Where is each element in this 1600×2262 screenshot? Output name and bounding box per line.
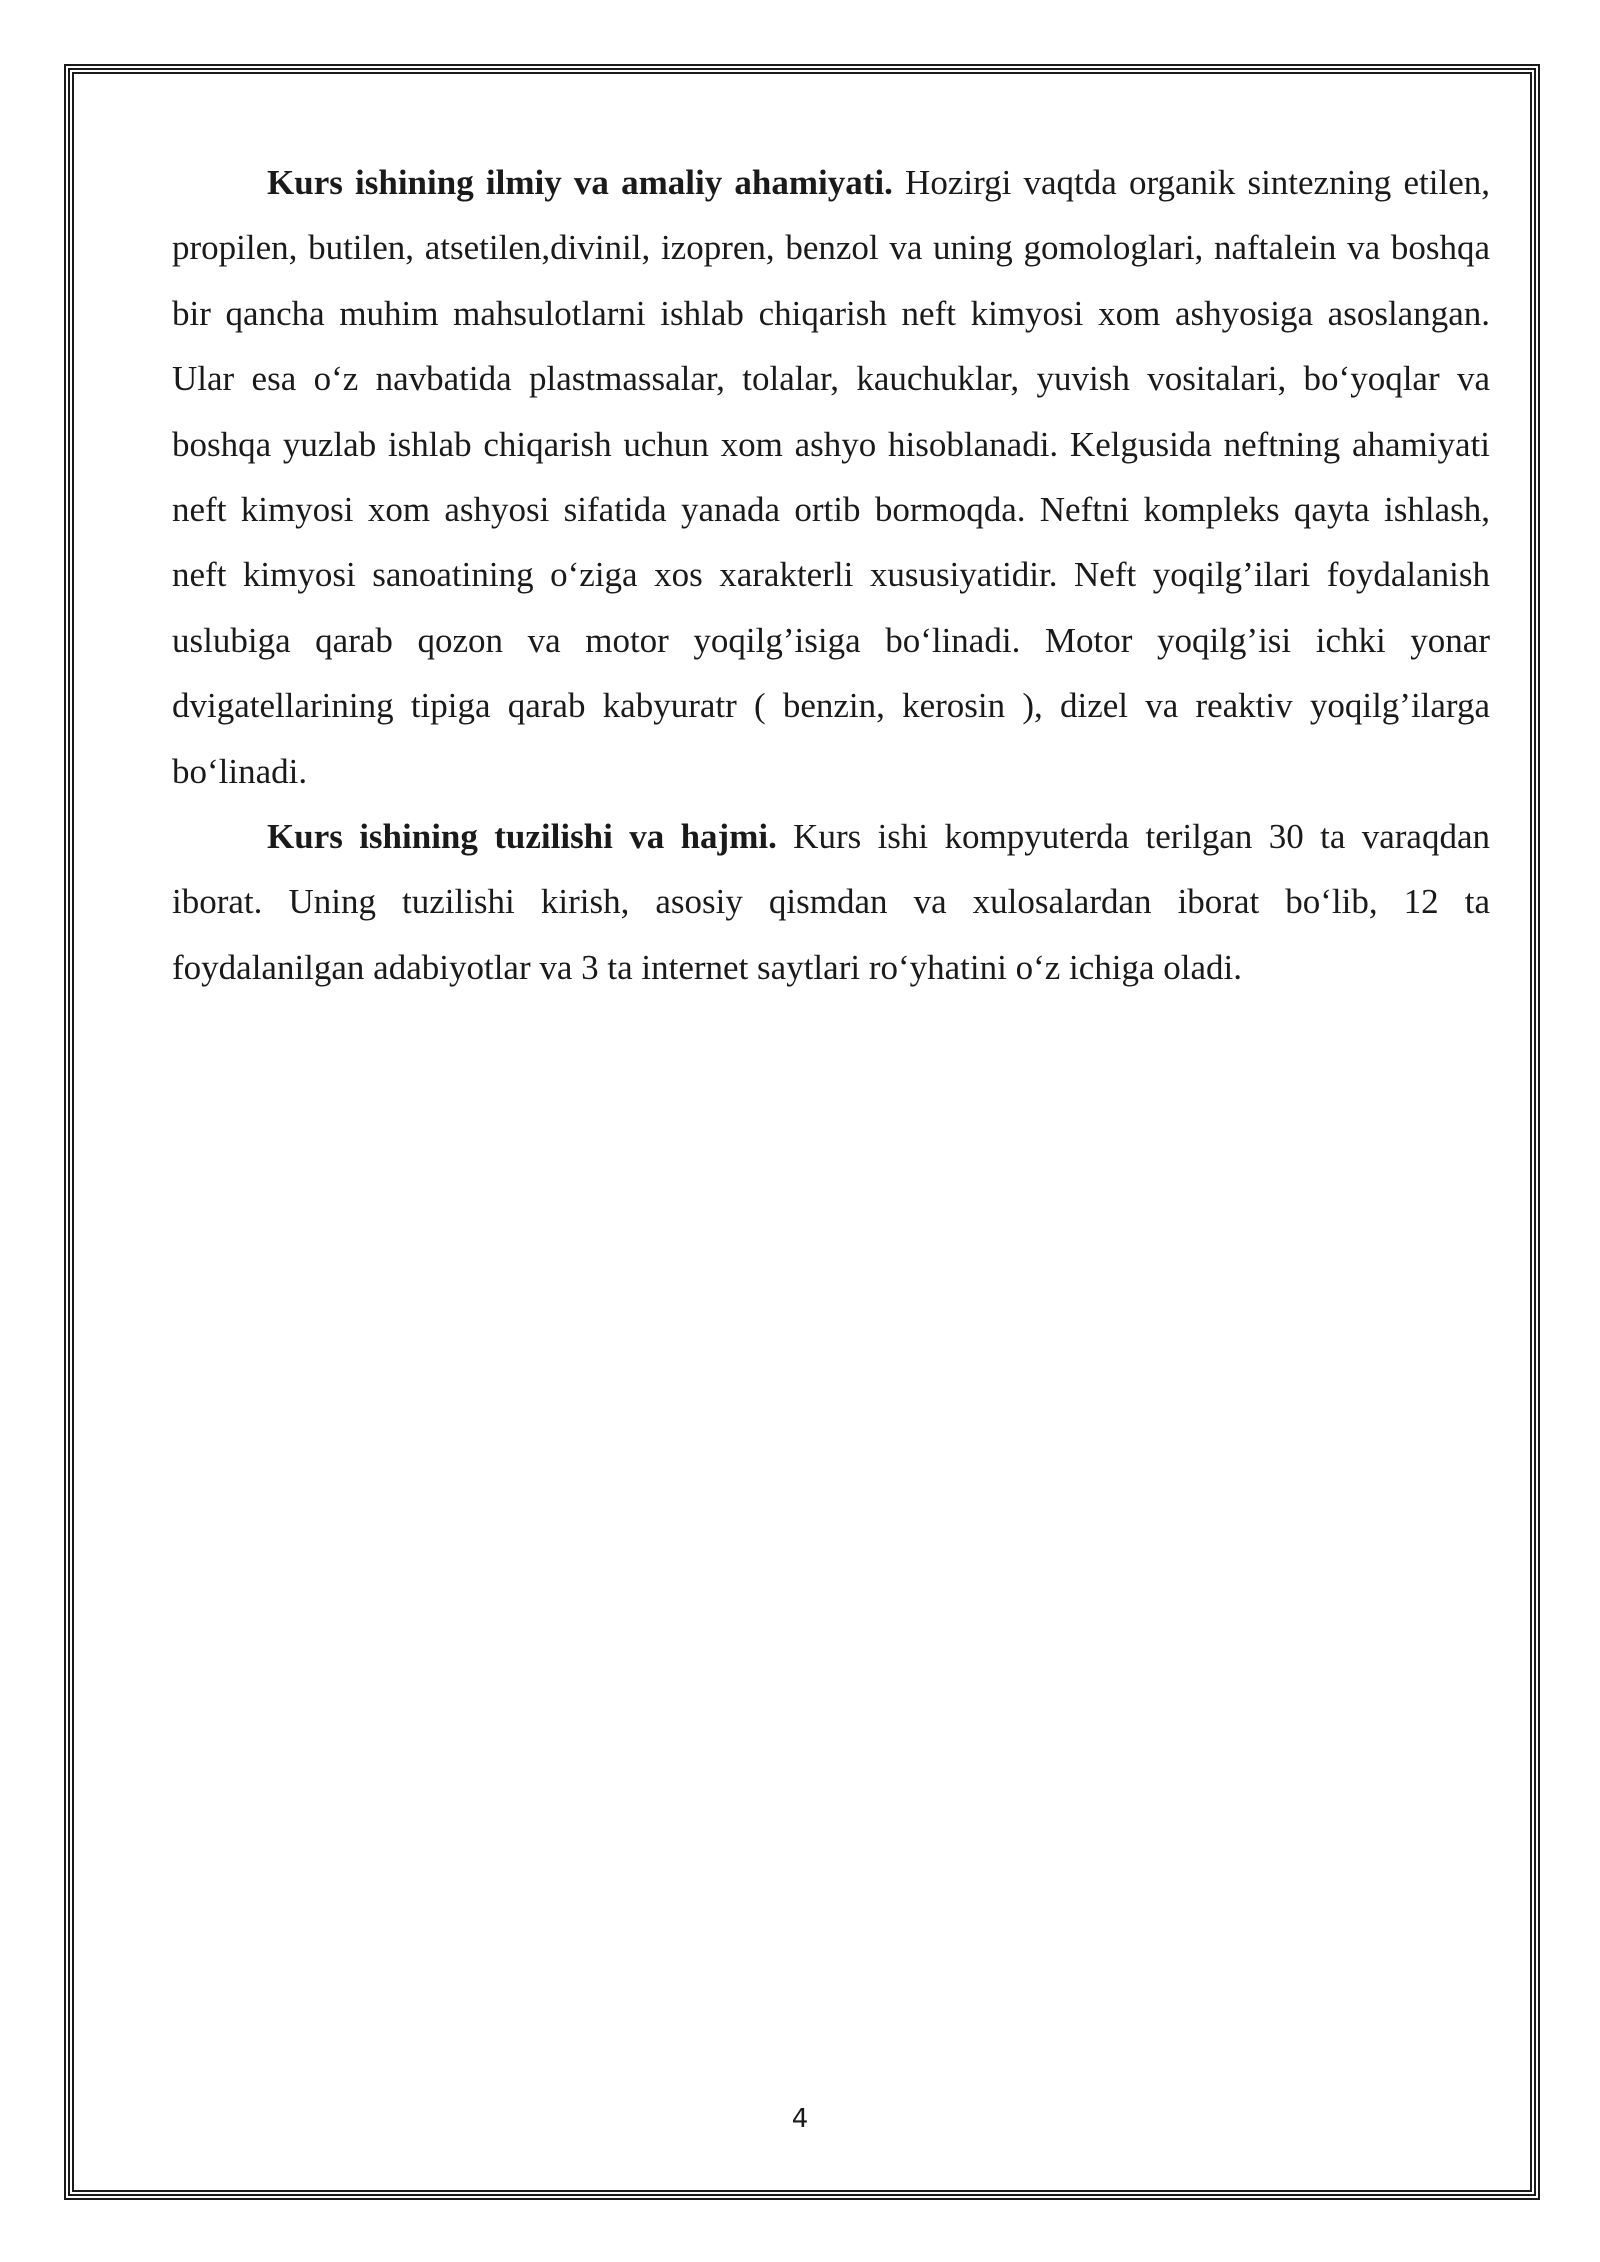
page-number: 4 [791,2104,809,2134]
paragraph-heading-structure: Kurs ishining tuzilishi va hajmi. [267,817,777,857]
paragraph-significance [172,150,1490,804]
document-body [172,150,1490,1000]
paragraph-text-significance: Hozirgi vaqtda organik sintezning etilen, propilen, butilen, atsetilen,divinil, izopren, benzol va uning gomologlari, naftalein va boshqa bir qancha muhim mahsulotlarni ishlab chiqarish neft kimyosi xom ashyosiga asoslangan. Ular esa o‘z navbatida plastmassalar, tolalar, kauchuklar, yuvish vositalari, bo‘yoqlar va boshqa yuzlab ishlab chiqarish uchun xom ashyo hisoblanadi. Kelgusida neftning ahamiyati neft kimyosi xom ashyosi sifatida yanada ortib bormoqda. Neftni kompleks qayta ishlash, neft kimyosi sanoatining o‘ziga xos xarakterli xususiyatidir. Neft yoqilg’ilari foydalanish uslubiga qarab qozon va motor yoqilg’isiga bo‘linadi. Motor yoqilg’isi ichki yonar dvigatellarining tipiga qarab kabyuratr ( benzin, kerosin ), dizel va reaktiv yoqilg’ilarga bo‘linadi. [172,163,1490,791]
paragraph-text-structure: Kurs ishi kompyuterda terilgan 30 ta varaqdan iborat. Uning tuzilishi kirish, asosiy qismdan va xulosalardan iborat bo‘lib, 12 ta foydalanilgan adabiyotlar va 3 ta internet saytlari ro‘yhatini o‘z ichiga oladi. [172,817,1490,987]
paragraph-structure [172,804,1490,1000]
paragraph-heading-significance: Kurs ishining ilmiy va amaliy ahamiyati. [267,163,893,202]
